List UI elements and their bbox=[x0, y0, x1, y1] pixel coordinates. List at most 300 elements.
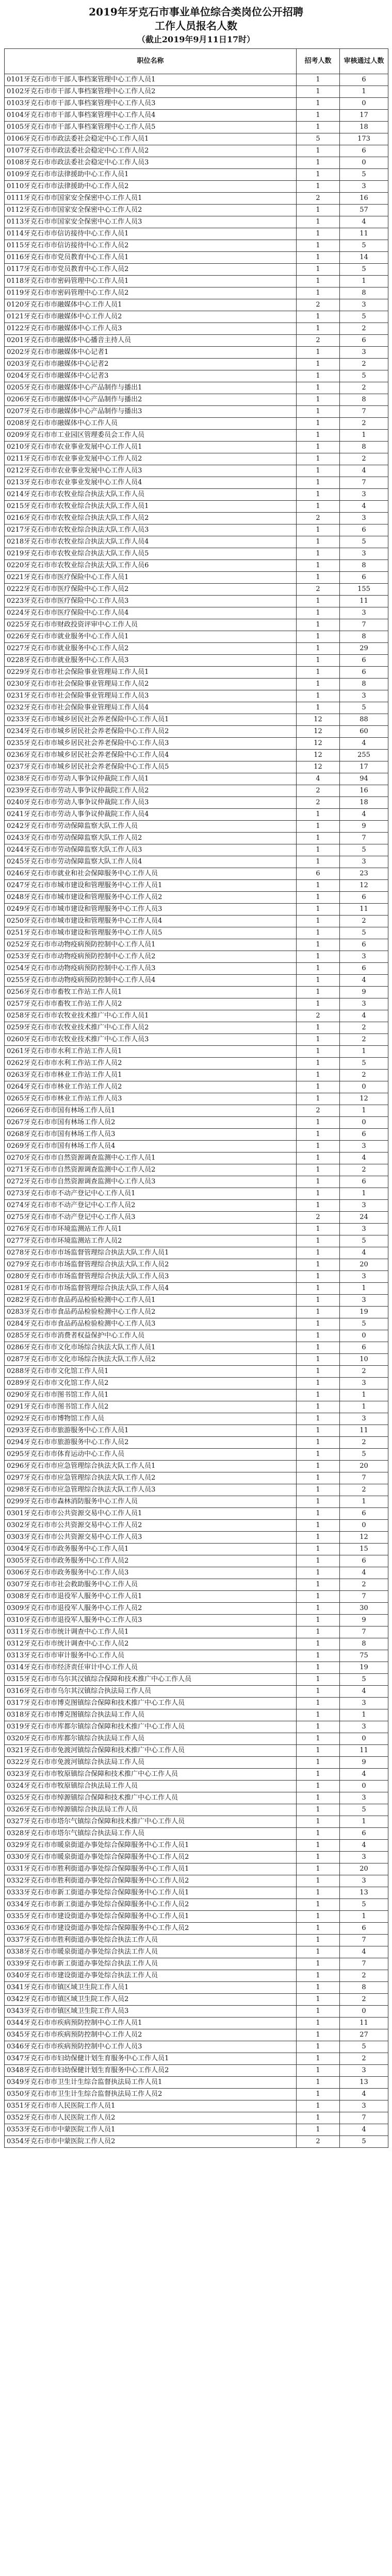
table-row bbox=[5, 1070, 388, 1081]
position-name-cell: 0264牙克石市市林业工作站工作人员2 bbox=[5, 1081, 297, 1093]
position-name-cell: 0320牙克石市市库都尔镇综合执法局工作人员 bbox=[5, 1733, 297, 1745]
position-name-cell: 0309牙克石市市退役军人服务中心工作人员2 bbox=[5, 1603, 297, 1615]
quota-cell: 1 bbox=[297, 1389, 340, 1401]
position-name-cell: 0237牙克石市市城乡居民社会养老保险中心工作人员5 bbox=[5, 761, 297, 773]
passed-cell: 12 bbox=[340, 1093, 388, 1105]
passed-cell: 3 bbox=[340, 1295, 388, 1307]
position-name-cell: 0235牙克石市市城乡居民社会养老保险中心工作人员3 bbox=[5, 738, 297, 750]
passed-cell: 7 bbox=[340, 1472, 388, 1484]
table-row bbox=[5, 2089, 388, 2100]
quota-cell: 1 bbox=[297, 465, 340, 477]
quota-cell: 1 bbox=[297, 1188, 340, 1200]
passed-cell: 7 bbox=[340, 1935, 388, 1946]
quota-cell: 1 bbox=[297, 1662, 340, 1674]
position-name-cell: 0241牙克石市市劳动人事争议仲裁院工作人员4 bbox=[5, 809, 297, 821]
passed-cell: 8 bbox=[340, 560, 388, 572]
table-row bbox=[5, 761, 388, 773]
position-name-cell: 0238牙克石市市劳动人事争议仲裁院工作人员1 bbox=[5, 773, 297, 785]
passed-cell: 2 bbox=[340, 1070, 388, 1081]
quota-cell: 1 bbox=[297, 1247, 340, 1259]
passed-cell: 1 bbox=[340, 1401, 388, 1413]
table-row bbox=[5, 2065, 388, 2077]
table-row bbox=[5, 1709, 388, 1721]
passed-cell: 3 bbox=[340, 299, 388, 311]
quota-cell: 1 bbox=[297, 1982, 340, 1994]
column-quota: 招考人数 bbox=[297, 49, 340, 74]
table-row bbox=[5, 714, 388, 726]
table-row bbox=[5, 465, 388, 477]
position-name-cell: 0339牙克石市市新工街道办事处综合执法工作人员 bbox=[5, 1958, 297, 1970]
quota-cell: 1 bbox=[297, 264, 340, 276]
table-row bbox=[5, 1686, 388, 1698]
passed-cell: 11 bbox=[340, 1745, 388, 1757]
passed-cell: 0 bbox=[340, 1733, 388, 1745]
quota-cell: 1 bbox=[297, 74, 340, 86]
passed-cell: 2 bbox=[340, 1437, 388, 1449]
position-name-cell: 0318牙克石市市博克图镇综合执法局工作人员 bbox=[5, 1709, 297, 1721]
position-name-cell: 0322牙克石市市免渡河镇综合执法局工作人员 bbox=[5, 1757, 297, 1769]
table-row bbox=[5, 750, 388, 761]
passed-cell: 4 bbox=[340, 975, 388, 987]
position-name-cell: 0233牙克石市市城乡居民社会养老保险中心工作人员1 bbox=[5, 714, 297, 726]
position-name-cell: 0240牙克石市市劳动人事争议仲裁院工作人员3 bbox=[5, 797, 297, 809]
passed-cell: 4 bbox=[340, 1686, 388, 1698]
passed-cell: 20 bbox=[340, 1863, 388, 1875]
quota-cell: 1 bbox=[297, 359, 340, 370]
table-row bbox=[5, 904, 388, 916]
passed-cell: 5 bbox=[340, 1804, 388, 1816]
table-row bbox=[5, 1330, 388, 1342]
table-row bbox=[5, 679, 388, 690]
passed-cell: 1 bbox=[340, 1389, 388, 1401]
passed-cell: 7 bbox=[340, 2112, 388, 2124]
passed-cell: 9 bbox=[340, 987, 388, 998]
quota-cell: 12 bbox=[297, 726, 340, 738]
quota-cell: 1 bbox=[297, 1176, 340, 1188]
quota-cell: 1 bbox=[297, 2006, 340, 2018]
position-name-cell: 0243牙克石市市劳动保障监察大队工作人员2 bbox=[5, 833, 297, 844]
position-name-cell: 0104牙克石市市干部人事档案管理中心工作人员4 bbox=[5, 110, 297, 122]
table-row bbox=[5, 1093, 388, 1105]
position-name-cell: 0285牙克石市市消费者权益保护中心工作人员 bbox=[5, 1330, 297, 1342]
quota-cell: 1 bbox=[297, 1437, 340, 1449]
table-row bbox=[5, 607, 388, 619]
header-row bbox=[5, 49, 388, 74]
position-name-cell: 0122牙克石市市融媒体中心工作人员3 bbox=[5, 323, 297, 335]
position-name-cell: 0263牙克石市市林业工作站工作人员1 bbox=[5, 1070, 297, 1081]
table-row bbox=[5, 1117, 388, 1129]
position-name-cell: 0268牙克石市市国有林场工作人员3 bbox=[5, 1129, 297, 1141]
quota-cell: 1 bbox=[297, 98, 340, 110]
passed-cell: 7 bbox=[340, 406, 388, 418]
quota-cell: 1 bbox=[297, 2077, 340, 2089]
passed-cell: 6 bbox=[340, 1555, 388, 1567]
position-name-cell: 0313牙克石市市审计服务中心工作人员 bbox=[5, 1650, 297, 1662]
table-row bbox=[5, 1721, 388, 1733]
passed-cell: 2 bbox=[340, 323, 388, 335]
table-row bbox=[5, 998, 388, 1010]
position-name-cell: 0217牙克石市市农牧业综合执法大队工作人员3 bbox=[5, 524, 297, 536]
passed-cell: 3 bbox=[340, 1792, 388, 1804]
position-name-cell: 0204牙克石市市融媒体中心记者3 bbox=[5, 370, 297, 382]
position-name-cell: 0346牙克石市市疾病预防控制中心工作人员3 bbox=[5, 2041, 297, 2053]
passed-cell: 7 bbox=[340, 477, 388, 489]
quota-cell: 1 bbox=[297, 1899, 340, 1911]
passed-cell: 2 bbox=[340, 916, 388, 927]
position-name-cell: 0354牙克石市市中蒙医院工作人员2 bbox=[5, 2136, 297, 2148]
passed-cell: 4 bbox=[340, 465, 388, 477]
quota-cell: 1 bbox=[297, 169, 340, 181]
table-row bbox=[5, 110, 388, 122]
position-name-cell: 0304牙克石市市政务服务中心工作人员1 bbox=[5, 1544, 297, 1555]
table-row bbox=[5, 1816, 388, 1828]
passed-cell: 20 bbox=[340, 1259, 388, 1271]
table-row bbox=[5, 963, 388, 975]
position-name-cell: 0289牙克石市市文化馆工作人员2 bbox=[5, 1378, 297, 1389]
passed-cell: 5 bbox=[340, 1235, 388, 1247]
position-name-cell: 0254牙克石市市动物疫病预防控制中心工作人员3 bbox=[5, 963, 297, 975]
quota-cell: 1 bbox=[297, 1508, 340, 1520]
position-name-cell: 0107牙克石市市政法委社会稳定中心工作人员2 bbox=[5, 145, 297, 157]
quota-cell: 1 bbox=[297, 1828, 340, 1840]
table-row bbox=[5, 1449, 388, 1461]
table-row bbox=[5, 1046, 388, 1058]
position-name-cell: 0332牙克石市市胜利街道办事处综合保障服务中心工作人员2 bbox=[5, 1875, 297, 1887]
passed-cell: 6 bbox=[340, 655, 388, 667]
table-row bbox=[5, 1852, 388, 1863]
table-row bbox=[5, 216, 388, 228]
table-row bbox=[5, 833, 388, 844]
quota-cell: 1 bbox=[297, 856, 340, 868]
position-name-cell: 0319牙克石市市库都尔镇综合保障和技术推广中心工作人员 bbox=[5, 1721, 297, 1733]
position-name-cell: 0288牙克石市市文化馆工作人员1 bbox=[5, 1366, 297, 1378]
quota-cell: 1 bbox=[297, 1200, 340, 1212]
table-row bbox=[5, 548, 388, 560]
passed-cell: 1 bbox=[340, 1046, 388, 1058]
position-name-cell: 0273牙克石市市不动产登记中心工作人员1 bbox=[5, 1188, 297, 1200]
table-row bbox=[5, 193, 388, 205]
passed-cell: 2 bbox=[340, 1022, 388, 1034]
table-row bbox=[5, 1235, 388, 1247]
quota-cell: 1 bbox=[297, 1496, 340, 1508]
passed-cell: 3 bbox=[340, 548, 388, 560]
passed-cell: 3 bbox=[340, 1698, 388, 1709]
quota-cell: 4 bbox=[297, 773, 340, 785]
passed-cell: 1 bbox=[340, 1496, 388, 1508]
position-name-cell: 0211牙克石市市农业事业发展中心工作人员2 bbox=[5, 453, 297, 465]
table-row bbox=[5, 382, 388, 394]
position-name-cell: 0316牙克石市市乌尔其汉镇综合执法局工作人员 bbox=[5, 1686, 297, 1698]
quota-cell: 1 bbox=[297, 679, 340, 690]
quota-cell: 1 bbox=[297, 1674, 340, 1686]
table-row bbox=[5, 1200, 388, 1212]
quota-cell: 1 bbox=[297, 619, 340, 631]
position-name-cell: 0351牙克石市市人民医院工作人员1 bbox=[5, 2100, 297, 2112]
passed-cell: 7 bbox=[340, 1958, 388, 1970]
passed-cell: 1 bbox=[340, 1709, 388, 1721]
position-name-cell: 0274牙克石市市不动产登记中心工作人员2 bbox=[5, 1200, 297, 1212]
quota-cell: 1 bbox=[297, 1520, 340, 1532]
table-row bbox=[5, 347, 388, 359]
passed-cell: 88 bbox=[340, 714, 388, 726]
position-name-cell: 0338牙克石市市暖泉街道办事处综合执法工作人员 bbox=[5, 1946, 297, 1958]
passed-cell: 8 bbox=[340, 394, 388, 406]
passed-cell: 2 bbox=[340, 1484, 388, 1496]
table-row bbox=[5, 1733, 388, 1745]
table-row bbox=[5, 1058, 388, 1070]
quota-cell: 1 bbox=[297, 1958, 340, 1970]
passed-cell: 11 bbox=[340, 228, 388, 240]
table-row bbox=[5, 370, 388, 382]
page-subtitle: 工作人员报名人数 bbox=[155, 20, 237, 32]
passed-cell: 11 bbox=[340, 904, 388, 916]
quota-cell: 1 bbox=[297, 1141, 340, 1153]
position-name-cell: 0331牙克石市市胜利街道办事处综合保障服务中心工作人员1 bbox=[5, 1863, 297, 1875]
table-row bbox=[5, 1804, 388, 1816]
passed-cell: 11 bbox=[340, 1425, 388, 1437]
table-row bbox=[5, 323, 388, 335]
passed-cell: 2 bbox=[340, 359, 388, 370]
passed-cell: 255 bbox=[340, 750, 388, 761]
table-row bbox=[5, 1769, 388, 1781]
quota-cell: 1 bbox=[297, 1721, 340, 1733]
table-row bbox=[5, 1461, 388, 1472]
quota-cell: 1 bbox=[297, 2065, 340, 2077]
quota-cell: 1 bbox=[297, 1472, 340, 1484]
table-row bbox=[5, 501, 388, 513]
table-row bbox=[5, 335, 388, 347]
table-row bbox=[5, 1674, 388, 1686]
table-row bbox=[5, 1081, 388, 1093]
table-row bbox=[5, 1141, 388, 1153]
position-name-cell: 0108牙克石市市政法委社会稳定中心工作人员3 bbox=[5, 157, 297, 169]
position-name-cell: 0212牙克石市市农业事业发展中心工作人员3 bbox=[5, 465, 297, 477]
quota-cell: 1 bbox=[297, 1307, 340, 1318]
table-row bbox=[5, 1828, 388, 1840]
table-row bbox=[5, 844, 388, 856]
quota-cell: 1 bbox=[297, 1046, 340, 1058]
quota-cell: 1 bbox=[297, 1615, 340, 1626]
quota-cell: 1 bbox=[297, 1330, 340, 1342]
passed-cell: 3 bbox=[340, 1378, 388, 1389]
table-row bbox=[5, 631, 388, 643]
table-row bbox=[5, 880, 388, 892]
passed-cell: 4 bbox=[340, 501, 388, 513]
passed-cell: 9 bbox=[340, 1615, 388, 1626]
passed-cell: 1 bbox=[340, 1283, 388, 1295]
table-row bbox=[5, 133, 388, 145]
position-name-cell: 0230牙克石市市社会保险事业管理局工作人员2 bbox=[5, 679, 297, 690]
passed-cell: 3 bbox=[340, 2065, 388, 2077]
position-name-cell: 0117牙克石市市党员教育中心工作人员2 bbox=[5, 264, 297, 276]
position-name-cell: 0275牙克石市市不动产登记中心工作人员3 bbox=[5, 1212, 297, 1224]
position-name-cell: 0314牙克石市市经济责任审计中心工作人员 bbox=[5, 1662, 297, 1674]
table-row bbox=[5, 240, 388, 252]
quota-cell: 1 bbox=[297, 1567, 340, 1579]
position-name-cell: 0270牙克石市市自然资源调查监测中心工作人员1 bbox=[5, 1153, 297, 1164]
position-name-cell: 0337牙克石市市胜利街道办事处综合执法工作人员 bbox=[5, 1935, 297, 1946]
table-row bbox=[5, 643, 388, 655]
table-row bbox=[5, 1425, 388, 1437]
quota-cell: 2 bbox=[297, 193, 340, 205]
quota-cell: 1 bbox=[297, 453, 340, 465]
table-row bbox=[5, 1781, 388, 1792]
passed-cell: 11 bbox=[340, 596, 388, 607]
table-row bbox=[5, 560, 388, 572]
passed-cell: 1 bbox=[340, 430, 388, 442]
position-name-cell: 0121牙克石市市融媒体中心工作人员2 bbox=[5, 311, 297, 323]
quota-cell: 5 bbox=[297, 133, 340, 145]
passed-cell: 4 bbox=[340, 1010, 388, 1022]
passed-cell: 15 bbox=[340, 1544, 388, 1555]
position-name-cell: 0276牙克石市市环境监测站工作人员1 bbox=[5, 1224, 297, 1235]
table-row bbox=[5, 690, 388, 702]
table-row bbox=[5, 1520, 388, 1532]
table-row bbox=[5, 1437, 388, 1449]
position-name-cell: 0252牙克石市市动物疫病预防控制中心工作人员1 bbox=[5, 939, 297, 951]
table-row bbox=[5, 1224, 388, 1235]
position-name-cell: 0281牙克石市市市场监督管理综合执法大队工作人员4 bbox=[5, 1283, 297, 1295]
passed-cell: 5 bbox=[340, 370, 388, 382]
quota-cell: 1 bbox=[297, 1591, 340, 1603]
table-row bbox=[5, 987, 388, 998]
position-name-cell: 0202牙克石市市融媒体中心记者1 bbox=[5, 347, 297, 359]
quota-cell: 1 bbox=[297, 1923, 340, 1935]
table-row bbox=[5, 1555, 388, 1567]
position-name-cell: 0118牙克石市市密码管理中心工作人员1 bbox=[5, 276, 297, 287]
table-header bbox=[5, 49, 388, 74]
quota-cell: 1 bbox=[297, 1117, 340, 1129]
position-name-cell: 0279牙克石市市市场监督管理综合执法大队工作人员2 bbox=[5, 1259, 297, 1271]
passed-cell: 5 bbox=[340, 1674, 388, 1686]
position-name-cell: 0336牙克石市市建设街道办事处综合保障服务中心工作人员2 bbox=[5, 1923, 297, 1935]
passed-cell: 3 bbox=[340, 2100, 388, 2112]
quota-cell: 1 bbox=[297, 702, 340, 714]
passed-cell: 1 bbox=[340, 1188, 388, 1200]
quota-cell: 1 bbox=[297, 216, 340, 228]
passed-cell: 3 bbox=[340, 1224, 388, 1235]
quota-cell: 1 bbox=[297, 1283, 340, 1295]
position-name-cell: 0335牙克石市市建设街道办事处综合保障服务中心工作人员1 bbox=[5, 1911, 297, 1923]
table-row bbox=[5, 2006, 388, 2018]
position-name-cell: 0350牙克石市市卫生计生综合监督执法局工作人员2 bbox=[5, 2089, 297, 2100]
position-name-cell: 0312牙克石市市统计调查中心工作人员2 bbox=[5, 1638, 297, 1650]
quota-cell: 1 bbox=[297, 1863, 340, 1875]
position-name-cell: 0321牙克石市市免渡河镇综合保障和技术推广中心工作人员 bbox=[5, 1745, 297, 1757]
quota-cell: 1 bbox=[297, 1579, 340, 1591]
passed-cell: 5 bbox=[340, 536, 388, 548]
passed-cell: 27 bbox=[340, 2029, 388, 2041]
passed-cell: 16 bbox=[340, 785, 388, 797]
position-name-cell: 0244牙克石市市劳动保障监察大队工作人员3 bbox=[5, 844, 297, 856]
passed-cell: 17 bbox=[340, 110, 388, 122]
quota-cell: 1 bbox=[297, 2089, 340, 2100]
quota-cell: 1 bbox=[297, 418, 340, 430]
table-row bbox=[5, 1899, 388, 1911]
quota-cell: 1 bbox=[297, 667, 340, 679]
position-name-cell: 0267牙克石市市国有林场工作人员2 bbox=[5, 1117, 297, 1129]
passed-cell: 5 bbox=[340, 1899, 388, 1911]
position-name-cell: 0221牙克石市市医疗保险中心工作人员1 bbox=[5, 572, 297, 584]
quota-cell: 1 bbox=[297, 122, 340, 133]
quota-cell: 2 bbox=[297, 797, 340, 809]
quota-cell: 1 bbox=[297, 501, 340, 513]
table-row bbox=[5, 228, 388, 240]
position-name-cell: 0341牙克石市市镇区域卫生院工作人员1 bbox=[5, 1982, 297, 1994]
table-row bbox=[5, 1863, 388, 1875]
quota-cell: 1 bbox=[297, 1946, 340, 1958]
table-row bbox=[5, 1307, 388, 1318]
position-name-cell: 0248牙克石市市城市建设和管理服务中心工作人员2 bbox=[5, 892, 297, 904]
position-name-cell: 0228牙克石市市就业服务中心工作人员3 bbox=[5, 655, 297, 667]
quota-cell: 1 bbox=[297, 1449, 340, 1461]
table-row bbox=[5, 524, 388, 536]
position-name-cell: 0258牙克石市市农牧业技术推广中心工作人员1 bbox=[5, 1010, 297, 1022]
passed-cell: 5 bbox=[340, 844, 388, 856]
quota-cell: 1 bbox=[297, 1271, 340, 1283]
position-name-cell: 0324牙克石市市牧原镇综合执法局工作人员 bbox=[5, 1781, 297, 1792]
quota-cell: 1 bbox=[297, 1887, 340, 1899]
passed-cell: 6 bbox=[340, 892, 388, 904]
table-row bbox=[5, 1010, 388, 1022]
table-row bbox=[5, 1342, 388, 1354]
quota-cell: 1 bbox=[297, 1840, 340, 1852]
table-row bbox=[5, 359, 388, 370]
passed-cell: 4 bbox=[340, 216, 388, 228]
table-row bbox=[5, 442, 388, 453]
quota-cell: 1 bbox=[297, 1935, 340, 1946]
quota-cell: 1 bbox=[297, 1070, 340, 1081]
position-name-cell: 0349牙克石市市卫生计生综合监督执法局工作人员1 bbox=[5, 2077, 297, 2089]
position-name-cell: 0310牙克石市市退役军人服务中心工作人员3 bbox=[5, 1615, 297, 1626]
quota-cell: 1 bbox=[297, 1994, 340, 2006]
table-row bbox=[5, 2077, 388, 2089]
quota-cell: 1 bbox=[297, 655, 340, 667]
table-row bbox=[5, 1496, 388, 1508]
quota-cell: 1 bbox=[297, 370, 340, 382]
table-row bbox=[5, 1875, 388, 1887]
position-name-cell: 0334牙克石市市新工街道办事处综合保障服务中心工作人员2 bbox=[5, 1899, 297, 1911]
table-row bbox=[5, 1129, 388, 1141]
position-name-cell: 0297牙克石市市应急管理综合执法大队工作人员2 bbox=[5, 1472, 297, 1484]
quota-cell: 1 bbox=[297, 1366, 340, 1378]
quota-cell: 1 bbox=[297, 1626, 340, 1638]
position-name-cell: 0345牙克石市市疾病预防控制中心工作人员2 bbox=[5, 2029, 297, 2041]
quota-cell: 1 bbox=[297, 323, 340, 335]
position-name-cell: 0250牙克石市市城市建设和管理服务中心工作人员4 bbox=[5, 916, 297, 927]
passed-cell: 3 bbox=[340, 1721, 388, 1733]
passed-cell: 9 bbox=[340, 821, 388, 833]
position-name-cell: 0305牙克石市市政务服务中心工作人员2 bbox=[5, 1555, 297, 1567]
table-row bbox=[5, 1247, 388, 1259]
position-name-cell: 0247牙克石市市城市建设和管理服务中心工作人员1 bbox=[5, 880, 297, 892]
position-name-cell: 0223牙克石市市医疗保险中心工作人员3 bbox=[5, 596, 297, 607]
position-name-cell: 0291牙克石市市图书馆工作人员2 bbox=[5, 1401, 297, 1413]
table-row bbox=[5, 1105, 388, 1117]
passed-cell: 1 bbox=[340, 1816, 388, 1828]
position-name-cell: 0251牙克石市市城市建设和管理服务中心工作人员5 bbox=[5, 927, 297, 939]
passed-cell: 5 bbox=[340, 2136, 388, 2148]
quota-cell: 1 bbox=[297, 821, 340, 833]
table-row bbox=[5, 1958, 388, 1970]
registration-table bbox=[4, 48, 388, 2148]
quota-cell: 1 bbox=[297, 394, 340, 406]
table-row bbox=[5, 572, 388, 584]
position-name-cell: 0201牙克石市市融媒体中心播音主持人员 bbox=[5, 335, 297, 347]
quota-cell: 1 bbox=[297, 998, 340, 1010]
passed-cell: 3 bbox=[340, 1271, 388, 1283]
position-name-cell: 0315牙克石市市乌尔其汉镇综合保障和技术推广中心工作人员 bbox=[5, 1674, 297, 1686]
